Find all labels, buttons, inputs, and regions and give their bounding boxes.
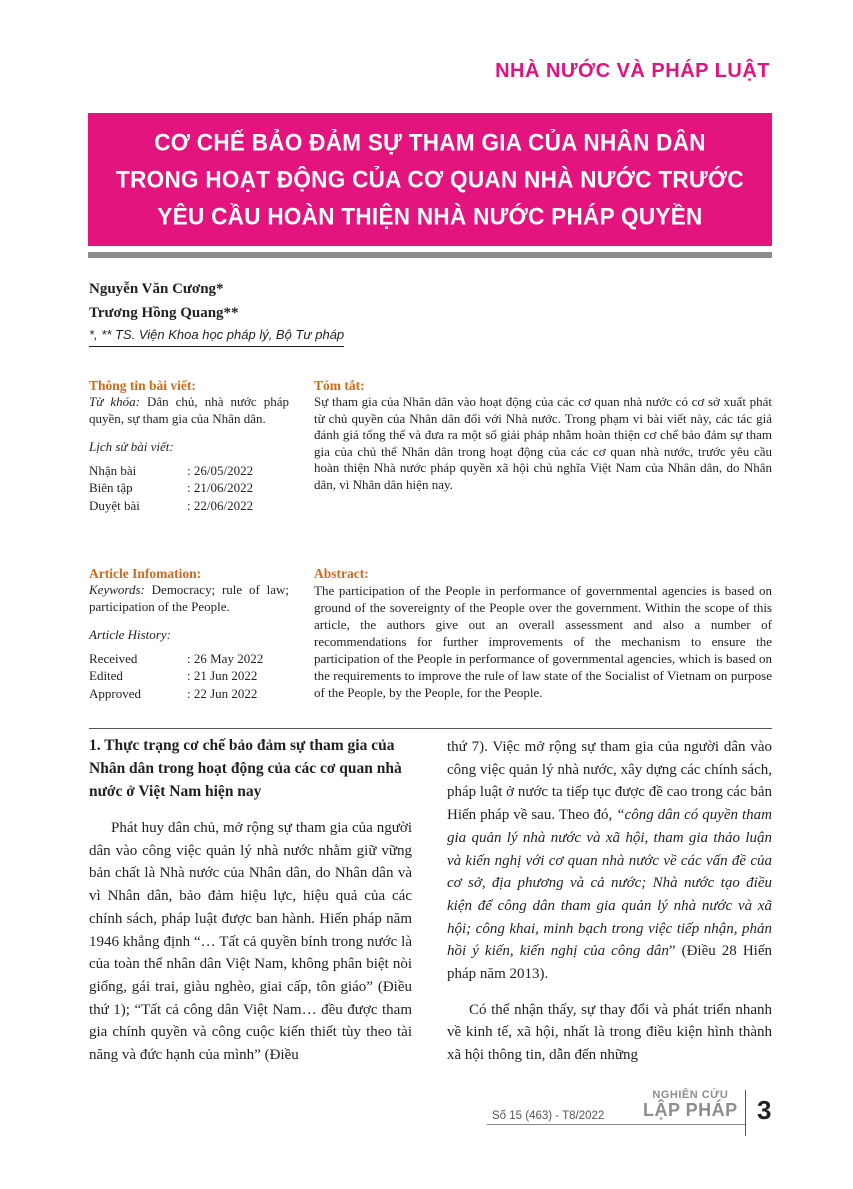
en-history-row bbox=[89, 685, 289, 703]
history-value: : 21 Jun 2022 bbox=[187, 668, 258, 683]
article-title-line: CƠ CHẾ BẢO ĐẢM SỰ THAM GIA CỦA NHÂN DÂN bbox=[154, 129, 706, 156]
author-affiliation: *, ** TS. Viện Khoa học pháp lý, Bộ Tư pháp bbox=[89, 325, 344, 347]
author-block bbox=[89, 277, 344, 347]
vi-summary-heading: Tóm tắt: bbox=[314, 378, 365, 393]
vi-summary bbox=[314, 378, 772, 493]
vi-history-label: Lịch sử bài viết: bbox=[89, 439, 174, 454]
vi-history-row bbox=[89, 497, 289, 515]
body-paragraph bbox=[447, 736, 772, 986]
body-paragraph: Phát huy dân chủ, mở rộng sự tham gia của người dân vào công việc quản lý nhà nước nhằm giữ vững bản chất là Nhà nước của Nhân dân, do Nhân dân và vì Nhân dân, bảo đảm hiệu lực, hiệu quả của các chính sách, pháp luật được ban hành. Hiến pháp năm 1946 khẳng định “… Tất cả quyền bính trong nước là của toàn thể nhân dân Việt Nam, không phân biệt nòi giống, gái trai, giàu nghèo, giai cấp, tôn giáo” (Điều thứ 1); “Tất cả công dân Việt Nam… đều được tham gia chính quyền và công cuộc kiến thiết tùy theo tài năng và đức hạnh của mình” (Điều bbox=[89, 820, 412, 1064]
vi-article-info bbox=[89, 378, 289, 514]
en-history-label: Article History: bbox=[89, 627, 171, 642]
journal-logo bbox=[643, 1090, 738, 1119]
en-abstract bbox=[314, 566, 772, 701]
vi-history-row bbox=[89, 462, 289, 480]
journal-logo-bottom: LẬP PHÁP bbox=[643, 1100, 738, 1120]
issue-label: Số 15 (463) - T8/2022 bbox=[492, 1110, 605, 1122]
history-value: : 26 May 2022 bbox=[187, 650, 264, 666]
history-key: Received bbox=[89, 650, 138, 666]
en-history-row bbox=[89, 650, 289, 668]
article-title-line: YÊU CẦU HOÀN THIỆN NHÀ NƯỚC PHÁP QUYỀN bbox=[157, 203, 703, 230]
article-title-box bbox=[88, 113, 772, 246]
history-key: Duyệt bài bbox=[89, 497, 140, 513]
en-article-info bbox=[89, 566, 289, 702]
page-number: 3 bbox=[757, 1095, 772, 1125]
author-name: Trương Hồng Quang** bbox=[89, 305, 239, 321]
body-text: thứ 7). Việc mở rộng sự tham gia của người dân vào công việc quản lý nhà nước, xây dựng các chính sách, pháp luật ở nước ta tiếp tục được đề cao trong các bản Hiến pháp về sau. Theo đó, bbox=[447, 739, 772, 824]
en-keywords-text: Democracy; rule of law; participation of the People. bbox=[89, 582, 289, 614]
en-abstract-text: The participation of the People in performance of governmental agencies is based on ground of the sovereignty of the People over the government. Within the scope of this article, the authors give out an overall assessment and also a number of recommendations for further improvements of the mechanism to ensure the participation of the People in performance of governmental agencies, which is based on the requirements to improve the rule of law state of the Socialist of Vietnam on purpose of the People, by the People, for the People. bbox=[314, 583, 772, 700]
body-left-column bbox=[89, 734, 412, 1067]
vi-keywords-label: Từ khóa: bbox=[89, 394, 140, 409]
footer-rule bbox=[487, 1124, 745, 1125]
constitution-quote: “công dân có quyền tham gia quản lý nhà nước và xã hội, tham gia thảo luận và kiến nghị với cơ quan nhà nước về các vấn đề của cơ sở, địa phương và cả nước; Nhà nước tạo điều kiện để công dân tham gia quản lý nhà nước và xã hội; công khai, minh bạch trong việc tiếp nhận, phản hồi ý kiến, kiến nghị của công dân bbox=[447, 807, 772, 960]
en-history-row bbox=[89, 667, 289, 685]
section-header: NHÀ NƯỚC VÀ PHÁP LUẬT bbox=[495, 60, 770, 82]
article-title-line: TRONG HOẠT ĐỘNG CỦA CƠ QUAN NHÀ NƯỚC TRƯỚC bbox=[116, 166, 744, 193]
journal-logo-top: NGHIÊN CỨU bbox=[652, 1089, 729, 1101]
section-heading: 1. Thực trạng cơ chế bảo đảm sự tham gia của Nhân dân trong hoạt động của các cơ quan nhà nước ở Việt Nam hiện nay bbox=[89, 737, 402, 800]
en-keywords-label: Keywords: bbox=[89, 582, 145, 597]
history-value: : 22 Jun 2022 bbox=[187, 685, 258, 701]
page-number-divider bbox=[745, 1090, 746, 1136]
history-key: Approved bbox=[89, 685, 141, 701]
vi-summary-text: Sự tham gia của Nhân dân vào hoạt động của các cơ quan nhà nước có cơ sở xuất phát từ chủ quyền của Nhân dân đối với Nhà nước. Trong phạm vi bài viết này, các tác giả đánh giá tổng thể và đưa ra một số giải pháp nhằm hoàn thiện cơ chế bảo đảm sự tham gia của chủ thể Nhân dân trong hoạt động của các cơ quan nhà nước, trước yêu cầu hoàn thiện Nhà nước pháp quyền xã hội chủ nghĩa Việt Nam của Nhân dân, do Nhân dân, vì Nhân dân hiện nay. bbox=[314, 394, 772, 492]
history-key: Nhận bài bbox=[89, 462, 137, 478]
history-key: Biên tập bbox=[89, 480, 133, 495]
en-keywords bbox=[89, 582, 289, 615]
vi-keywords bbox=[89, 394, 289, 427]
body-text: ” (Điều 28 Hiến pháp năm 2013). bbox=[447, 943, 772, 983]
en-info-heading: Article Infomation: bbox=[89, 566, 202, 581]
vi-keywords-text: Dân chủ, nhà nước pháp quyền, sự tham gia của Nhân dân. bbox=[89, 394, 289, 426]
body-paragraph: Có thể nhận thấy, sự thay đổi và phát triển nhanh về kinh tế, xã hội, nhất là trong điều kiện hình thành xã hội thông tin, dẫn đến những bbox=[447, 1001, 772, 1064]
history-value: : 22/06/2022 bbox=[187, 497, 254, 513]
author-name: Nguyễn Văn Cương* bbox=[89, 281, 224, 297]
history-value: : 26/05/2022 bbox=[187, 462, 254, 478]
history-value: : 21/06/2022 bbox=[187, 480, 254, 495]
history-key: Edited bbox=[89, 668, 123, 683]
vi-info-heading: Thông tin bài viết: bbox=[89, 378, 196, 393]
section-divider bbox=[89, 728, 772, 729]
vi-history-row bbox=[89, 479, 289, 497]
en-abstract-heading: Abstract: bbox=[314, 566, 369, 581]
body-right-column bbox=[447, 736, 772, 1067]
title-underline-bar bbox=[88, 252, 772, 258]
